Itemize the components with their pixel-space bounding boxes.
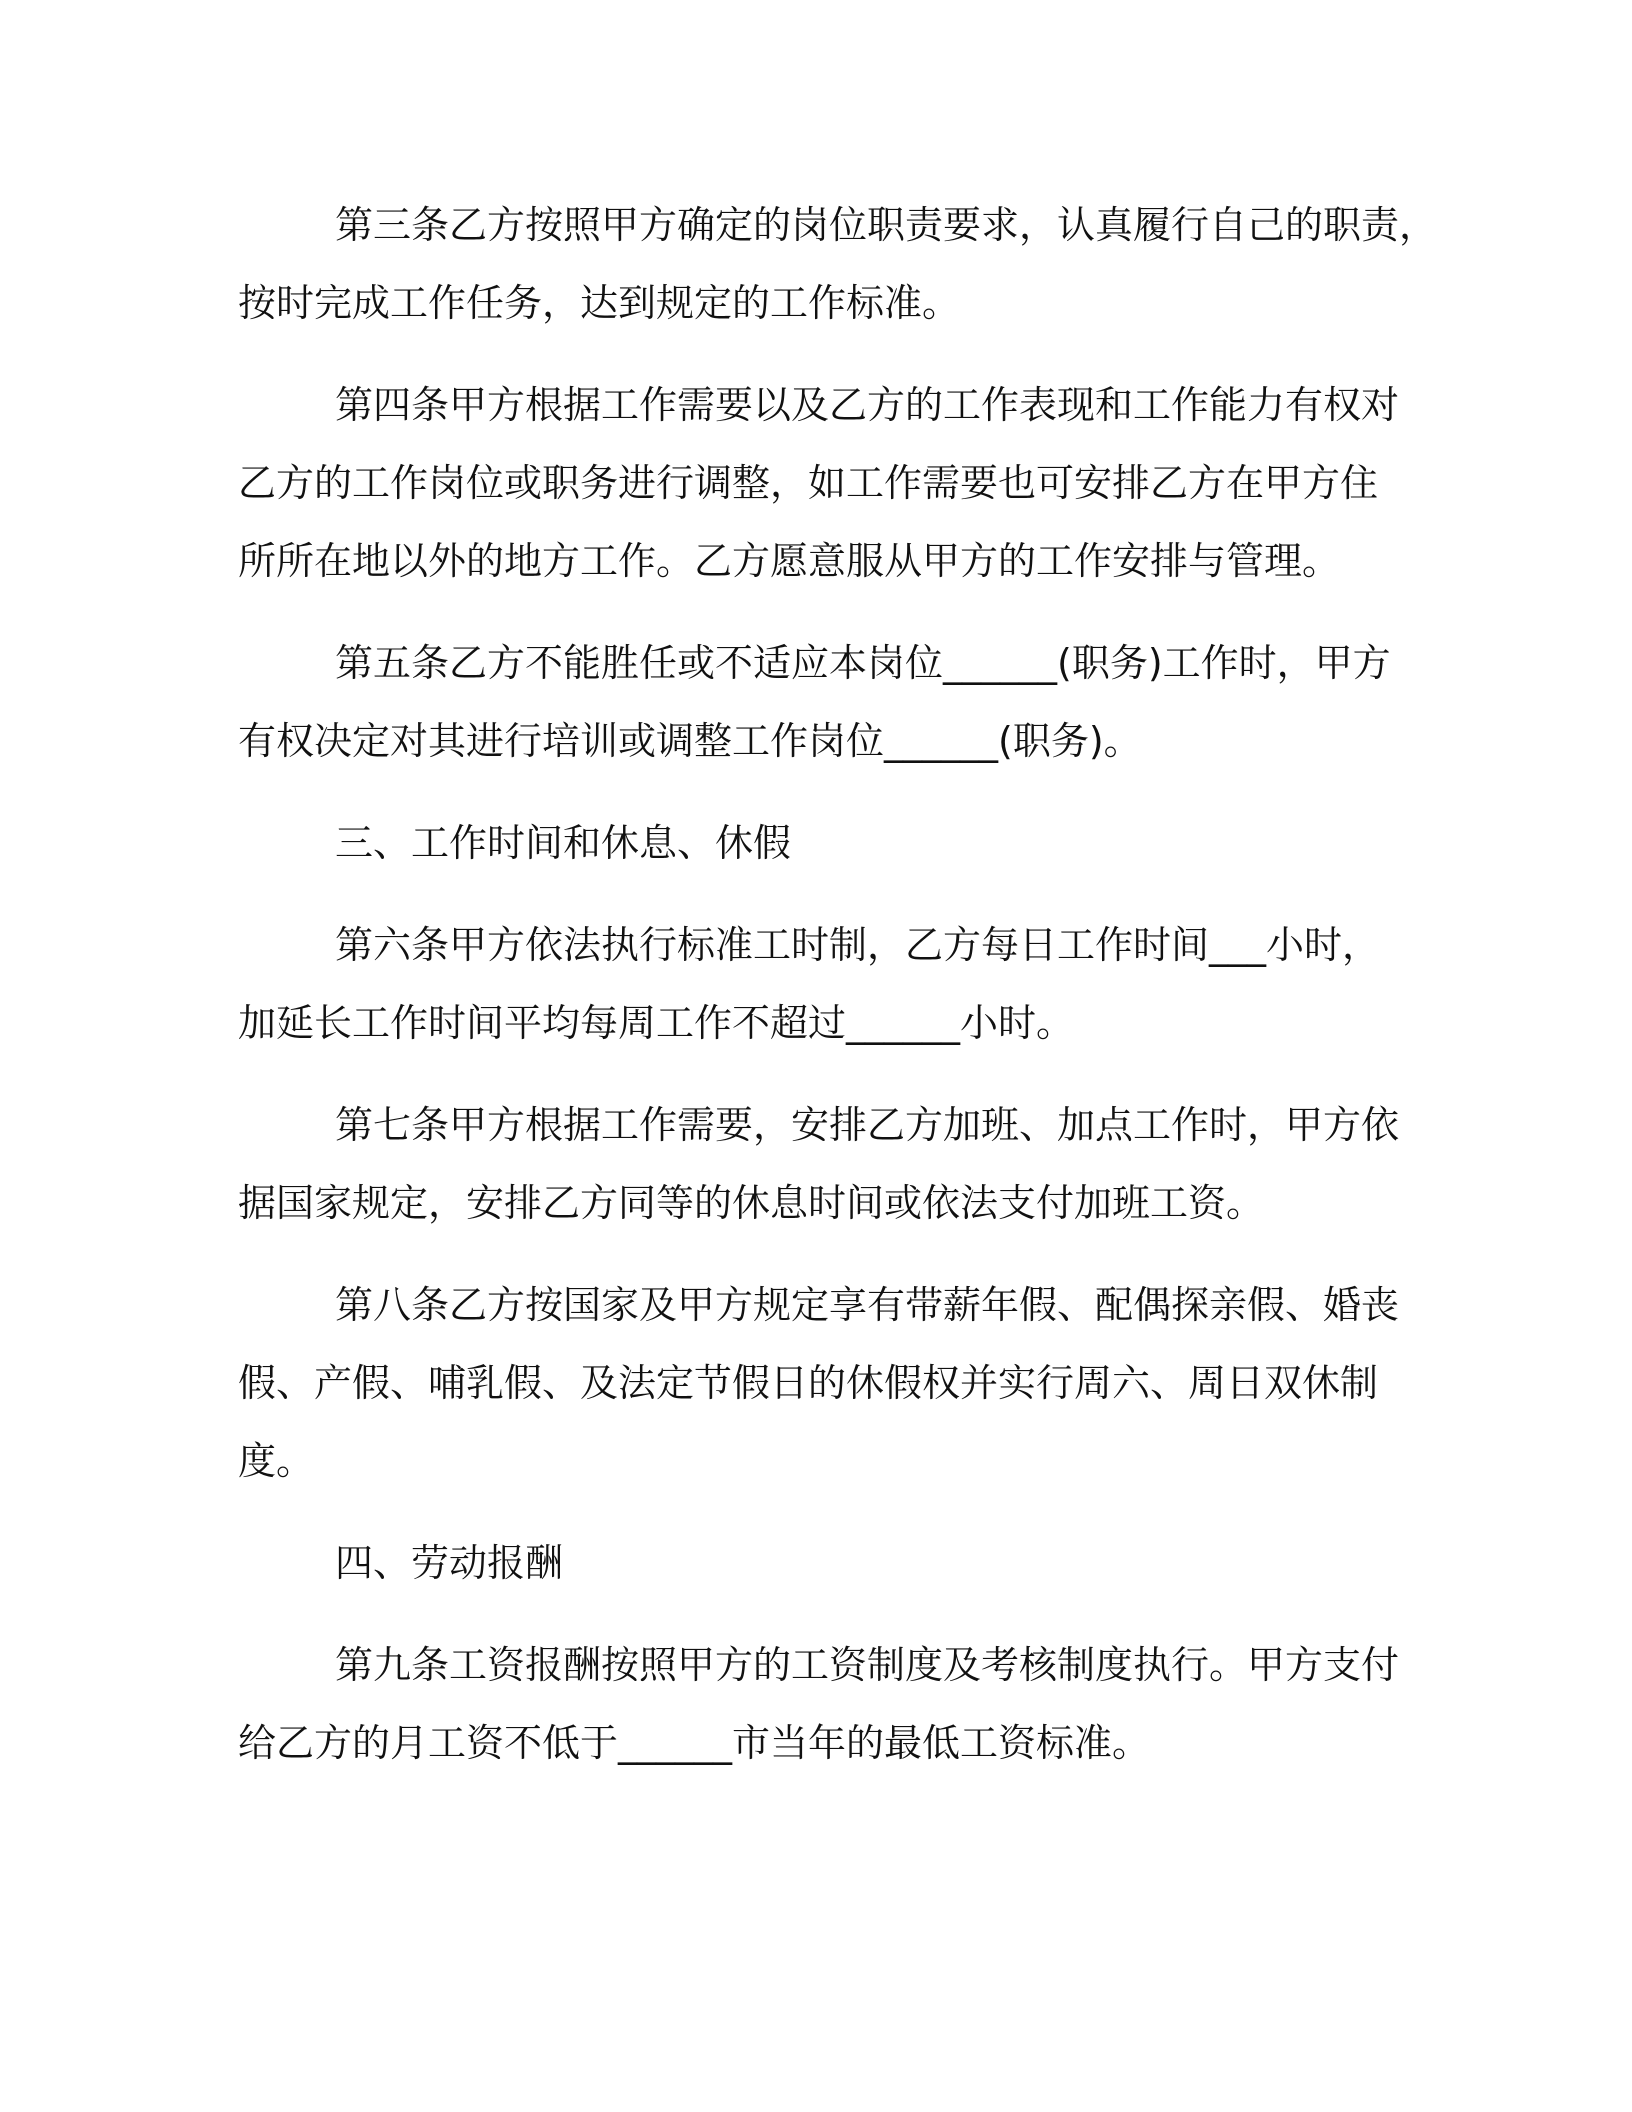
article-5-line-1: 第五条乙方不能胜任或不适应本岗位______(职务)工作时，甲方: [335, 641, 1391, 685]
article-6-line-1: 第六条甲方依法执行标准工时制，乙方每日工作时间___小时，: [335, 923, 1381, 967]
article-4-line-2: 乙方的工作岗位或职务进行调整，如工作需要也可安排乙方在甲方住: [238, 461, 1379, 505]
article-5-paragraph: [238, 624, 1408, 780]
article-6-line-2: 加延长工作时间平均每周工作不超过______小时。: [238, 1001, 1075, 1045]
article-9-line-1: 第九条工资报酬按照甲方的工资制度及考核制度执行。甲方支付: [335, 1643, 1400, 1687]
article-5-line-2: 有权决定对其进行培训或调整工作岗位______(职务)。: [238, 719, 1142, 763]
article-3-paragraph: [238, 186, 1438, 342]
article-3-line-2: 按时完成工作任务，达到规定的工作标准。: [238, 281, 961, 325]
article-7-line-1: 第七条甲方根据工作需要，安排乙方加班、加点工作时，甲方依: [335, 1103, 1400, 1147]
article-8-paragraph: [238, 1266, 1408, 1500]
article-9-line-2: 给乙方的月工资不低于______市当年的最低工资标准。: [238, 1721, 1151, 1765]
article-3-line-1: 第三条乙方按照甲方确定的岗位职责要求，认真履行自己的职责，: [335, 203, 1438, 247]
section-4-heading: [238, 1524, 1408, 1602]
document-body: [238, 186, 1438, 1806]
article-4-paragraph: [238, 366, 1408, 600]
article-4-line-1: 第四条甲方根据工作需要以及乙方的工作表现和工作能力有权对: [335, 383, 1400, 427]
article-9-paragraph: [238, 1626, 1408, 1782]
article-8-line-3: 度。: [238, 1439, 315, 1483]
article-7-paragraph: [238, 1086, 1408, 1242]
section-3-heading: [238, 804, 1408, 882]
section-4-heading-text: 四、劳动报酬: [335, 1541, 564, 1585]
article-7-line-2: 据国家规定，安排乙方同等的休息时间或依法支付加班工资。: [238, 1181, 1265, 1225]
article-6-paragraph: [238, 906, 1408, 1062]
article-8-line-2: 假、产假、哺乳假、及法定节假日的休假权并实行周六、周日双休制: [238, 1361, 1379, 1405]
section-3-heading-text: 三、工作时间和休息、休假: [335, 821, 792, 865]
article-4-line-3: 所所在地以外的地方工作。乙方愿意服从甲方的工作安排与管理。: [238, 539, 1341, 583]
article-8-line-1: 第八条乙方按国家及甲方规定享有带薪年假、配偶探亲假、婚丧: [335, 1283, 1400, 1327]
